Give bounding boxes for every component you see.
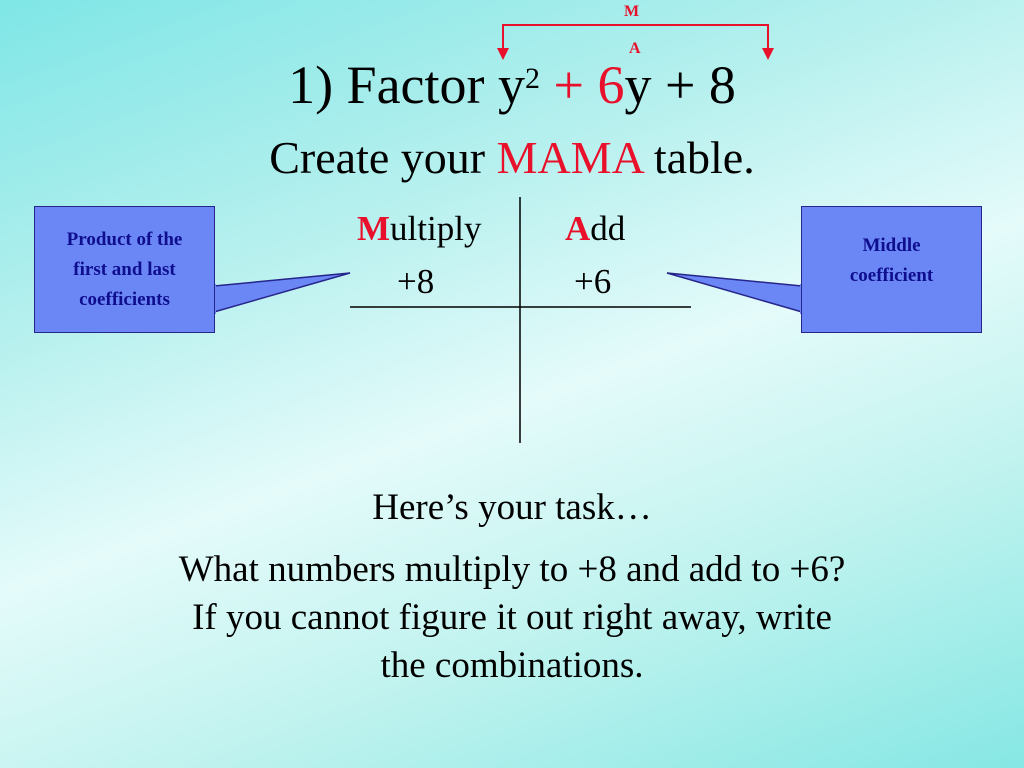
task-heading: Here’s your task… xyxy=(372,487,652,528)
callout-left-line3: coefficients xyxy=(79,288,170,310)
add-initial: A xyxy=(565,209,591,248)
callout-right-line2: coefficient xyxy=(849,264,934,286)
title-prefix: 1) Factor y xyxy=(288,55,525,115)
task-line-2: If you cannot figure it out right away, write xyxy=(192,597,832,638)
title-middle-term: + 6 xyxy=(540,55,625,115)
subtitle-before: Create your xyxy=(269,132,497,183)
task-line-1: What numbers multiply to +8 and add to +6? xyxy=(178,549,846,590)
add-rest: dd xyxy=(590,209,626,248)
callout-left-line1: Product of the xyxy=(66,228,183,250)
callout-right-line1: Middle xyxy=(862,234,921,256)
subtitle-highlight: MAMA xyxy=(496,132,643,183)
arrow-label-a: A xyxy=(629,40,641,57)
task-line-3: the combinations. xyxy=(380,645,644,686)
title-suffix: y + 8 xyxy=(624,55,736,115)
title-exponent: 2 xyxy=(525,62,540,95)
add-value: +6 xyxy=(574,262,612,301)
subtitle-after: table. xyxy=(642,132,755,183)
add-header xyxy=(565,209,625,249)
arrow-label-m: M xyxy=(624,3,640,20)
callout-left-line2: first and last xyxy=(73,258,176,280)
multiply-rest: ultiply xyxy=(390,209,482,248)
multiply-initial: M xyxy=(357,209,391,248)
multiply-value: +8 xyxy=(397,262,435,301)
multiply-header xyxy=(357,209,481,249)
